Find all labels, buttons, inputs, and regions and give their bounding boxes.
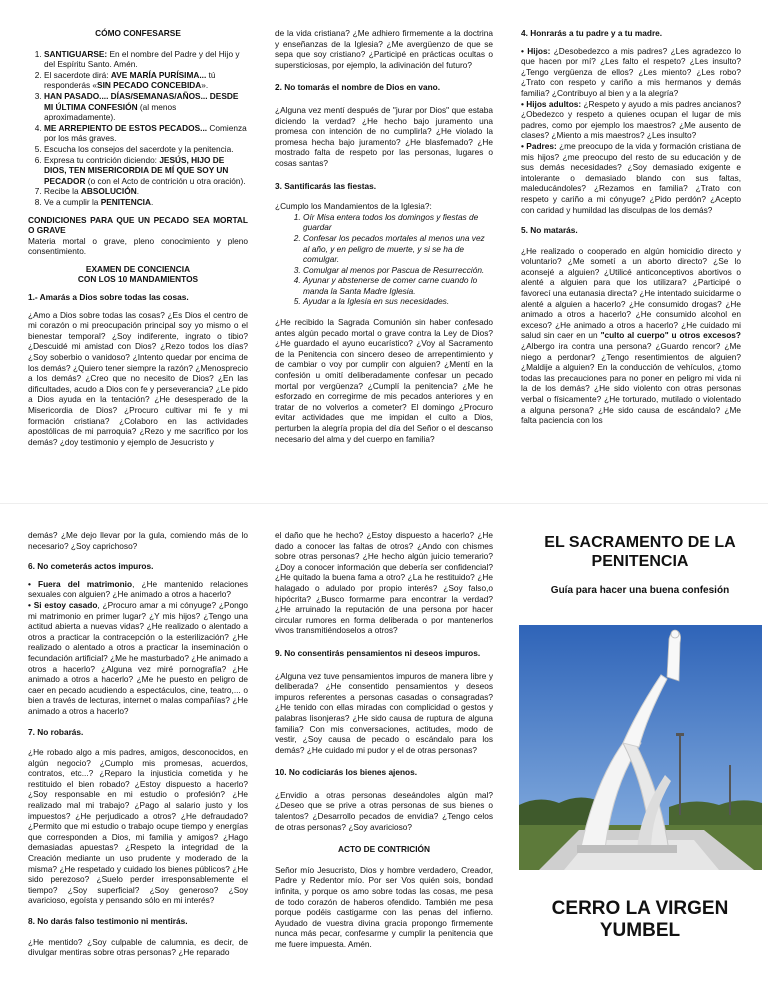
list-item: 1. Oír Misa entera todos los domingos y fiestas de guardar — [303, 212, 493, 233]
commandment-5-title: 5. No matarás. — [521, 225, 578, 236]
column-commandments-9-10 — [275, 530, 493, 1000]
list-item: 1. SANTIGUARSE: En el nombre del Padre y del Hijo y del Espíritu Santo. Amén. — [44, 49, 248, 70]
commandment-9-text: ¿Alguna vez tuve pensamientos impuros de manera libre y deliberada? ¿He consentido pensamientos y deseos impuros referentes a personas casadas o consagradas? ¿He tenido con ellas miradas con complicidad o gestos y palabras lisonjeras? ¿He sido causa de ruptura de alguna familia? Con mis conversaciones, actitudes, modo de vestir, ¿Soy causa de pecado o escándalo para los demás? ¿He cuidado mi pudor y el de otras personas? — [275, 670, 493, 755]
act-of-contrition-title: ACTO DE CONTRICIÓN — [337, 844, 431, 855]
exam-subtitle: CON LOS 10 MANDAMIENTOS — [77, 274, 199, 285]
commandment-2-text: ¿Alguna vez mentí después de "jurar por Dios" que estaba diciendo la verdad? ¿He hecho bajo juramento una promesa con intención de no cumplirla? ¿He violado la promesa hecha bajo juramento? ¿He blasfemado? ¿He mostrado falta de respeto por las personas, lugares o cosas santas? — [275, 104, 493, 168]
list-item: 5. Escucha los consejos del sacerdote y la penitencia. — [44, 144, 248, 155]
cover-title: EL SACRAMENTO DE LA PENITENCIA — [544, 534, 736, 570]
commandment-7-title: 7. No robarás. — [28, 726, 84, 737]
list-item: 3. HAN PASADO.... DÍAS/SEMANAS/AÑOS... DESDE MI ÚLTIMA CONFESIÓN (al menos aproximadamente). — [44, 91, 248, 123]
cover-location-title: CERRO LA VIRGEN YUMBEL — [551, 898, 729, 941]
list-item: • Si estoy casado, ¿Procuro amar a mi cónyuge? ¿Pongo mi matrimonio en primer lugar? ¿Y mis hijos? ¿Tengo una actitud abierta a nuevas vidas? ¿He realizado o alentado a otros a practicar la contracepción o la esterilización? ¿He realizado o alentado a otros a practicar la inseminación o fecundación artificial? ¿Me he masturbado? ¿He animado a otros a hacerlo? ¿Alguna vez miré pornografía? ¿He animado a otros a hacerlo? ¿Me he puesto en peligro de caer en pecado acudiendo a espectáculos, cine, teatro,... o bien a través de lecturas, internet o malas compañías? ¿He animado a otros a hacerlo? — [28, 599, 248, 716]
list-item: • Hijos adultos: ¿Respeto y ayudo a mis padres ancianos? ¿Obedezco y respeto a quienes ocupan el lugar de mis padres, como por ejemplo los maestros? ¿Me ausento de clases? ¿Miento a mis maestros? ¿Les insulto? — [521, 98, 741, 141]
panel-divider — [0, 503, 768, 504]
cover-photo-monument — [519, 625, 762, 870]
list-item: 5. Ayudar a la Iglesia en sus necesidades. — [303, 296, 493, 307]
column-como-confesarse — [28, 28, 248, 473]
commandment-1-text: ¿Amo a Dios sobre todas las cosas? ¿Es Dios el centro de mi corazón o mi preocupación principal soy yo mismo o el bienestar temporal? ¿Soy indiferente, ingrato o tibio? ¿Descuidé mi amistad con Dios? ¿Rezo todos los días? ¿Soy soberbio o vanidoso? ¿Intento quedar por encima de los demás? ¿Quiero tener siempre la razón? ¿Menosprecio a los demás? ¿Creo que no necesito de Dios? ¿En las dificultades, acudo a Dios con fe y perseverancia? ¿Le pido a Dios ayuda en la tentación? ¿He desesperado de la Misericordia de Dios? ¿Procuro cultivar mi fe y mi formación cristiana? ¿Colaboro en las actividades apostólicas de mi parroquia? ¿Rezo y me sacrifico por los demás? ¿doy testimonio y ejemplo de Jesucristo y — [28, 309, 248, 447]
list-item: 2. Confesar los pecados mortales al menos una vez al año, y en peligro de muerte, y si se ha de comulgar. — [303, 233, 493, 265]
commandment-3-title: 3. Santificarás las fiestas. — [275, 180, 377, 191]
list-item: 6. Expresa tu contrición diciendo: JESÚS, HIJO DE DIOS, TEN MISERICORDIA DE MÍ QUE SOY UN PECADOR (o con el Acto de contrición u otra oración). — [44, 155, 248, 187]
commandment-1-title: 1.- Amarás a Dios sobre todas las cosas. — [28, 292, 189, 303]
commandment-5-text: ¿He realizado o cooperado en algún homicidio directo y voluntario? ¿Me sometí a un aborto directo? ¿Se lo aconsejé a alguien? ¿Utilicé anticonceptivos abortivos o alenté a alguien para que los utilizara? ¿Participé o favorecí una eutanasia directa? ¿He intentado suicidarme o alenté a alguien a hacerlo? ¿He consumido drogas? ¿He animado a otros a hacerlo? ¿He consumido alcohol en exceso? ¿He animado a otros a hacerlo? ¿He cuidado mi salud sin caer en un "culto al cuerpo" u otros excesos? ¿Albergo ira contra una persona? ¿Guardo rencor? ¿Me niego a perdonar? ¿Tengo resentimientos de alguien? ¿Maldije a alguien? En la conducción de vehículos, ¿tomo todas las precauciones para no poner en peligro mi vida ni la de los demás? ¿He sido violento con otras personas verbal o físicamente? ¿He torturado, mutilado o violentado a alguna persona? ¿He sido causa de escándalo? ¿Me falta paciencia con los — [521, 245, 741, 426]
conditions-title: CONDICIONES PARA QUE UN PECADO SEA MORTAL O GRAVE — [28, 214, 248, 236]
commandment-8-title: 8. No darás falso testimonio ni mentirás. — [28, 916, 188, 926]
commandment-7-text: ¿He robado algo a mis padres, amigos, desconocidos, en algún negocio? ¿Cumplo mis promesas, acuerdos, contratos, etc...? ¿Reparo la injusticia cometida y he restituido el bien robado? ¿Estoy dispuesto a hacerlo? ¿Soy responsable en mi estudio o profesión? ¿He realizado mal mi trabajo? ¿Pago al salario justo y los impuestos? ¿He perjudicado a otros? ¿He defraudado? ¿Permito que mi estudio o trabajo ocupe tiempo y energías que corresponden a Dios, mi familia y amigos? ¿Hago demasiadas apuestas? ¿Respeto la integridad de la Creación mediante un uso prudente y moderado de la misma? ¿He respetado y cuidado los bienes públicos? ¿He sido perezoso? ¿Suelo perder irresponsablemente el tiempo? ¿Soy superficial? ¿Soy generoso? ¿Soy avaricioso, egoísta y pensando sólo en mi interés? — [28, 747, 248, 906]
commandment-3-text: ¿He recibido la Sagrada Comunión sin haber confesado antes algún pecado mortal o grave contra la Ley de Dios? ¿He guardado el ayuno eucarístico? ¿Voy al Sacramento de la Penitencia con sincero deseo de arrepentimiento y de cambiar o voy por cumplir con alguien? ¿Mentí en la confesión u omití deliberadamente confesar un pecado mortal por vergüenza? ¿Cumplí la penitencia? ¿Me he esforzado en corregirme de mis pecados anteriores y en tratar de no volverlos a cometer? El domingo ¿Procuro evitar actividades que me impidan el culto a Dios, perturben la alegría propia del día del Señor o el descanso necesario del alma y del cuerpo en familia? — [275, 317, 493, 444]
commandment-8-text: ¿He mentido? ¿Soy culpable de calumnia, es decir, de divulgar mentiras sobre otras personas? ¿He reparado — [28, 936, 248, 958]
act-of-contrition-text: Señor mío Jesucristo, Dios y hombre verdadero, Creador, Padre y Redentor mío. Por ser Vos quién sois, bondad infinita, y porque os amo sobre todas las cosas, me pesa de todo corazón de haberos ofendido. También me pesa porque podéis castigarme con las penas del infierno. Ayudado de vuestra divina gracia propongo firmemente nunca más pecar, confesarme y cumplir la penitencia que me fuere impuesta. Amén. — [275, 864, 493, 949]
column-commandments-6-8 — [28, 530, 248, 1000]
paragraph: demás? ¿Me dejo llevar por la gula, comiendo más de lo necesario? ¿Soy caprichoso? — [28, 530, 248, 551]
commandment-4-title: 4. Honrarás a tu padre y a tu madre. — [521, 28, 663, 38]
commandment-9-title: 9. No consentirás pensamientos ni deseos impuros. — [275, 647, 481, 658]
commandment-10-title: 10. No codiciarás los bienes ajenos. — [275, 767, 418, 778]
list-item: 4. Ayunar y abstenerse de comer carne cuando lo manda la Santa Madre Iglesia. — [303, 275, 493, 296]
steps-list — [28, 49, 248, 208]
commandment-10-text: ¿Envidio a otras personas deseándoles algún mal? ¿Deseo que se prive a otras personas de sus bienes o talentos? ¿Desarrollo pecados de envidia? ¿Tengo celos de otras personas? ¿Soy avaricioso? — [275, 789, 493, 832]
section-title: CÓMO CONFESARSE — [95, 28, 181, 38]
church-commandments-intro: ¿Cumplo los Mandamientos de la Iglesia?: — [275, 201, 432, 212]
list-item: 2. El sacerdote dirá: AVE MARÍA PURÍSIMA... tú responderás «SIN PECADO CONCEBIDA». — [44, 70, 248, 91]
commandment-6-title: 6. No cometerás actos impuros. — [28, 561, 154, 572]
list-item: • Hijos: ¿Desobedezco a mis padres? ¿Les agradezco lo que hacen por mí? ¿Les falto el respeto? ¿Les insulto? ¿Tengo vergüenza de ellos? ¿Les miento? ¿Les robo? ¿Trato con respeto y cariño a mis hermanos y demás familia? ¿Contribuyo al bien y a la alegría? — [521, 45, 741, 98]
church-commandments-list — [275, 212, 493, 307]
list-item: 8. Ve a cumplir la PENITENCIA. — [44, 197, 248, 208]
commandment-2-title: 2. No tomarás el nombre de Dios en vano. — [275, 82, 441, 93]
conditions-text: Materia mortal o grave, pleno conocimiento y pleno consentimiento. — [28, 235, 248, 257]
list-item: 4. ME ARREPIENTO DE ESTOS PECADOS... Comienza por los más graves. — [44, 123, 248, 144]
column-commandments-4-5 — [521, 28, 741, 473]
list-item: • Fuera del matrimonio, ¿He mantenido relaciones sexuales con alguien? ¿He animado a otros a hacerlo? — [28, 578, 248, 600]
list-item: 3. Comulgar al menos por Pascua de Resurrección. — [303, 265, 493, 276]
paragraph: de la vida cristiana? ¿Me adhiero firmemente a la doctrina y enseñanzas de la Iglesia? ¿Me avergüenzo de que se sepa que soy cristiano? ¿Participé en prácticas ocultas o supersticiosas, por ejemplo, la adivinación del futuro? — [275, 28, 493, 70]
paragraph: el daño que he hecho? ¿Estoy dispuesto a hacerlo? ¿He dado a conocer las faltas de otros? ¿Ando con chismes sobre otras personas? ¿He hecho algún juicio temerario? ¿Doy a conocer información que debería ser confidencial? ¿He quitado la buena fama a otro? ¿La he restituido? ¿He halagado o adulado por propio interés? ¿Soy falso,o hipócrita? ¿Busco formarme para encontrar la verdad? ¿He arruinado la reputación de una persona por hacer circular rumores en forma deliberada o por mantenerlos vivos transmitiéndoselos a otros? — [275, 530, 493, 636]
exam-title: EXAMEN DE CONCIENCIA — [85, 263, 191, 274]
list-item: 7. Recibe la ABSOLUCIÓN. — [44, 186, 248, 197]
list-item: • Padres: ¿me preocupo de la vida y formación cristiana de mis hijos? ¿me preocupo del resto de su educación y de sus demás necesidades? ¿Soy demasiado exigente e intolerante o demasiado blando con sus faltas, maleducándoles? ¿Rezamos en familia? ¿Trato con respeto y cariño a mi cónyuge? ¿Pido perdón? ¿Acepto con caridad y humildad las disculpas de los demás? — [521, 140, 741, 215]
column-commandments-2-3 — [275, 28, 493, 473]
cover-subtitle: Guía para hacer una buena confesión — [550, 585, 730, 596]
